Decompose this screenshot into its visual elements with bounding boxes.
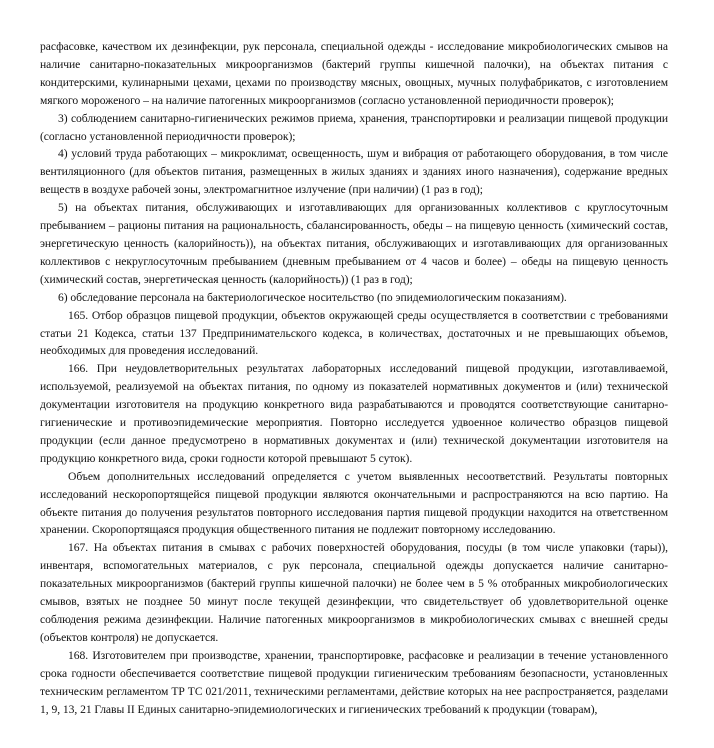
paragraph-167: 167. На объектах питания в смывах с рабочих поверхностей оборудования, посуды (в том числе упаковки (тары)), инвентаря, вспомогательных материалов, с рук персонала, специальной одежды допускается наличие санитарно-показательных микроорганизмов (бактерий группы кишечной палочки) не более чем в 5 % отобранных микробиологических смывов, взятых не позднее 50 минут после текущей дезинфекции, что свидетельствует об удовлетворительной оценке соблюдения режима дезинфекции. Наличие патогенных микроорганизмов в микробиологических смывах с внешней среды (объектов контроля) не допускается. [40, 541, 668, 644]
document-text [40, 38, 668, 718]
paragraph-166: 166. При неудовлетворительных результатах лабораторных исследований пищевой продукции, изготавливаемой, используемой, реализуемой на объектах питания, по одному из показателей нормативных документов и (или) технической документации изготовителя на продукцию конкретного вида разрабатываются и проводятся соответствующие санитарно-гигиенические и противоэпидемические мероприятия. Повторно исследуется удвоенное количество образцов пищевой продукции (если данное предусмотрено в нормативных документах и (или) технической документации изготовителя на продукцию конкретного вида, сроки годности которой превышают 5 суток). [40, 362, 668, 465]
paragraph-item-3: 3) соблюдением санитарно-гигиенических режимов приема, хранения, транспортировки и реализации пищевой продукции (согласно установленной периодичности проверок); [40, 111, 668, 143]
paragraph-item-5: 5) на объектах питания, обслуживающих и изготавливающих для организованных коллективов с круглосуточным пребыванием – рационы питания на рациональность, сбалансированность, обеды – на пищевую ценность (химический состав, энергетическую ценность (калорийность)), на объектах питания, обслуживающих и изготавливающих для организованных коллективов с некруглосуточным пребыванием (дневным пребыванием от 4 часов и более) – обеды на пищевую ценность (химический состав, энергетическая ценность (калорийность)) (1 раз в год); [40, 201, 668, 286]
paragraph-continuation: расфасовке, качеством их дезинфекции, рук персонала, специальной одежды - исследование микробиологических смывов на наличие санитарно-показательных микроорганизмов (бактерий группы кишечной палочки), на объектах питания с кондитерскими, кулинарными цехами, цехами по производству мясных, овощных, мучных полуфабрикатов, с изготовлением мягкого мороженого – на наличие патогенных микроорганизмов (согласно установленной периодичности проверок); [40, 40, 668, 107]
paragraph-165: 165. Отбор образцов пищевой продукции, объектов окружающей среды осуществляется в соответствии с требованиями статьи 21 Кодекса, статьи 137 Предпринимательского кодекса, в количествах, достаточных и не превышающих объемов, необходимых для проведения исследований. [40, 308, 668, 358]
paragraph-168: 168. Изготовителем при производстве, хранении, транспортировке, расфасовке и реализации в течение установленного срока годности обеспечивается соответствие пищевой продукции гигиеническим требованиям безопасности, установленных техническим регламентом ТР ТС 021/2011, техническими регламентами, действие которых на нее распространяется, разделами 1, 9, 13, 21 Главы II Единых санитарно-эпидемиологических и гигиенических требований к продукции (товарам), [40, 648, 668, 716]
paragraph-item-4: 4) условий труда работающих – микроклимат, освещенность, шум и вибрация от работающего оборудования, в том числе вентиляционного (для объектов питания, размещенных в жилых зданиях и зданиях иного назначения), содержание вредных веществ в воздухе рабочей зоны, электромагнитное излучение (при наличии) (1 раз в год); [40, 147, 668, 197]
paragraph-166-continuation: Объем дополнительных исследований определяется с учетом выявленных несоответствий. Результаты повторных исследований нескоропортящейся пищевой продукции являются окончательными и распространяются на всю партию. На объекте питания до получения результатов повторного исследования партия пищевой продукции находится на ответственном хранении. Скоропортящаяся продукция общественного питания не подлежит повторному исследованию. [40, 469, 668, 537]
paragraph-item-6: 6) обследование персонала на бактериологическое носительство (по эпидемиологическим показаниям). [58, 290, 567, 304]
